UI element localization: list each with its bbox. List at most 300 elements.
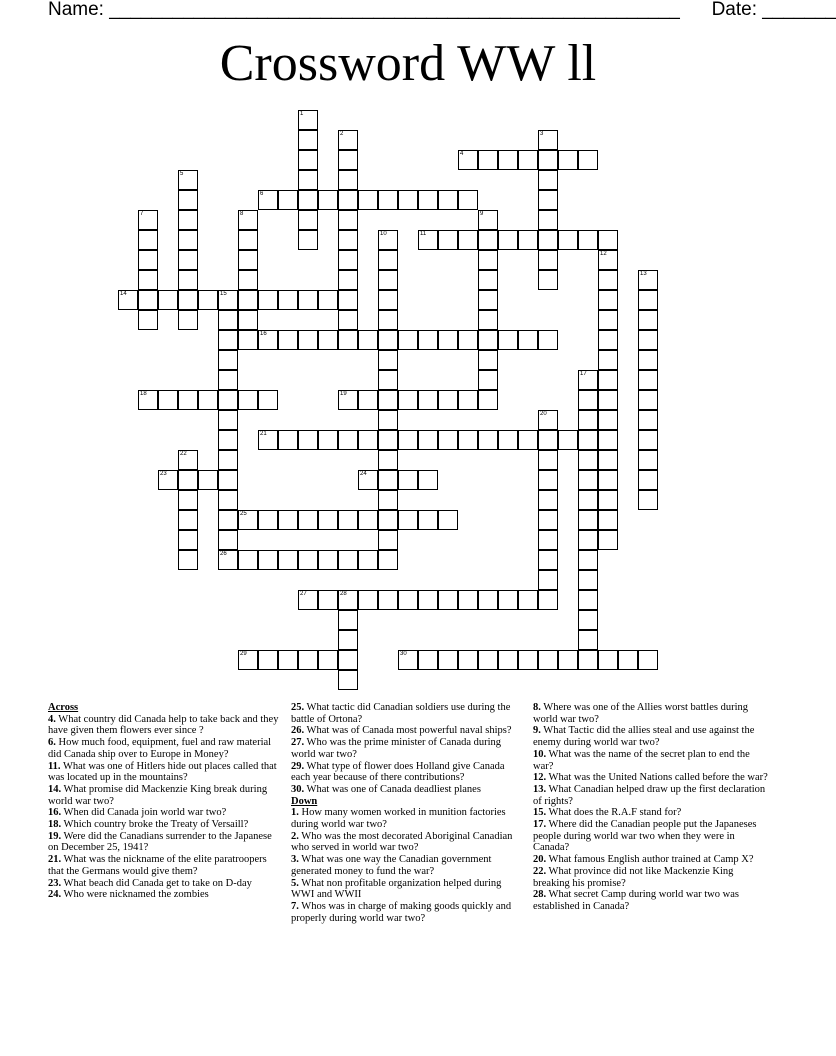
grid-cell[interactable] [378, 270, 398, 290]
grid-cell[interactable] [378, 190, 398, 210]
grid-cell[interactable] [578, 550, 598, 570]
grid-cell[interactable] [578, 570, 598, 590]
grid-cell[interactable] [538, 430, 558, 450]
grid-cell[interactable] [518, 430, 538, 450]
grid-cell[interactable] [378, 450, 398, 470]
grid-cell[interactable] [498, 330, 518, 350]
grid-cell[interactable] [298, 550, 318, 570]
grid-cell[interactable] [538, 210, 558, 230]
grid-cell[interactable] [378, 390, 398, 410]
grid-cell[interactable] [338, 290, 358, 310]
grid-cell[interactable] [418, 510, 438, 530]
grid-cell[interactable] [478, 290, 498, 310]
grid-cell[interactable] [278, 330, 298, 350]
cell-number: 12 [600, 251, 607, 257]
grid-cell[interactable] [298, 290, 318, 310]
grid-cell[interactable] [258, 390, 278, 410]
grid-cell[interactable] [478, 270, 498, 290]
grid-cell[interactable] [578, 230, 598, 250]
grid-cell[interactable] [238, 390, 258, 410]
grid-cell[interactable] [378, 470, 398, 490]
grid-cell[interactable] [458, 330, 478, 350]
grid-cell[interactable] [338, 230, 358, 250]
cell-number: 1 [300, 111, 304, 117]
grid-cell[interactable] [298, 190, 318, 210]
grid-cell[interactable] [398, 650, 418, 670]
grid-cell[interactable] [518, 230, 538, 250]
grid-cell[interactable] [598, 270, 618, 290]
grid-cell[interactable] [478, 370, 498, 390]
grid-cell[interactable] [318, 650, 338, 670]
grid-cell[interactable] [178, 190, 198, 210]
grid-cell[interactable] [338, 510, 358, 530]
grid-cell[interactable] [638, 330, 658, 350]
grid-cell[interactable] [478, 590, 498, 610]
grid-cell[interactable] [318, 430, 338, 450]
grid-cell[interactable] [538, 130, 558, 150]
grid-cell[interactable] [638, 430, 658, 450]
grid-cell[interactable] [558, 150, 578, 170]
grid-cell[interactable] [578, 630, 598, 650]
grid-cell[interactable] [458, 650, 478, 670]
grid-cell[interactable] [398, 430, 418, 450]
grid-cell[interactable] [278, 510, 298, 530]
grid-cell[interactable] [538, 410, 558, 430]
grid-cell[interactable] [578, 650, 598, 670]
grid-cell[interactable] [218, 350, 238, 370]
grid-cell[interactable] [318, 590, 338, 610]
grid-cell[interactable] [478, 350, 498, 370]
grid-cell[interactable] [418, 590, 438, 610]
grid-cell[interactable] [258, 650, 278, 670]
grid-cell[interactable] [638, 350, 658, 370]
grid-cell[interactable] [418, 330, 438, 350]
grid-cell[interactable] [578, 370, 598, 390]
grid-cell[interactable] [498, 650, 518, 670]
grid-cell[interactable] [298, 130, 318, 150]
grid-cell[interactable] [438, 650, 458, 670]
grid-cell[interactable] [478, 250, 498, 270]
grid-cell[interactable] [318, 330, 338, 350]
grid-cell[interactable] [498, 150, 518, 170]
grid-cell[interactable] [438, 230, 458, 250]
grid-cell[interactable] [518, 330, 538, 350]
grid-cell[interactable] [638, 270, 658, 290]
grid-cell[interactable] [358, 470, 378, 490]
clue-item [291, 761, 526, 784]
grid-cell[interactable] [598, 650, 618, 670]
clue-text: Which country broke the Treaty of Versaill? [61, 819, 249, 831]
grid-cell[interactable] [238, 250, 258, 270]
grid-cell[interactable] [238, 310, 258, 330]
grid-cell[interactable] [278, 650, 298, 670]
grid-cell[interactable] [538, 510, 558, 530]
grid-cell[interactable] [218, 370, 238, 390]
grid-cell[interactable] [578, 470, 598, 490]
grid-cell[interactable] [358, 550, 378, 570]
grid-cell[interactable] [638, 290, 658, 310]
grid-cell[interactable] [478, 650, 498, 670]
grid-cell[interactable] [358, 390, 378, 410]
grid-cell[interactable] [598, 530, 618, 550]
grid-cell[interactable] [178, 550, 198, 570]
grid-cell[interactable] [598, 450, 618, 470]
grid-cell[interactable] [358, 330, 378, 350]
grid-cell[interactable] [378, 230, 398, 250]
grid-cell[interactable] [238, 230, 258, 250]
grid-cell[interactable] [598, 290, 618, 310]
grid-cell[interactable] [238, 650, 258, 670]
grid-cell[interactable] [478, 430, 498, 450]
grid-cell[interactable] [158, 470, 178, 490]
grid-cell[interactable] [378, 310, 398, 330]
grid-cell[interactable] [178, 310, 198, 330]
grid-cell[interactable] [458, 390, 478, 410]
clue-number: 19. [48, 830, 62, 842]
grid-cell[interactable] [418, 470, 438, 490]
grid-cell[interactable] [238, 550, 258, 570]
grid-cell[interactable] [298, 210, 318, 230]
grid-cell[interactable] [398, 510, 418, 530]
grid-cell[interactable] [178, 490, 198, 510]
grid-cell[interactable] [558, 430, 578, 450]
grid-cell[interactable] [338, 550, 358, 570]
grid-cell[interactable] [598, 470, 618, 490]
grid-cell[interactable] [578, 610, 598, 630]
grid-cell[interactable] [538, 450, 558, 470]
grid-cell[interactable] [298, 110, 318, 130]
grid-cell[interactable] [498, 430, 518, 450]
grid-cell[interactable] [458, 150, 478, 170]
grid-cell[interactable] [578, 430, 598, 450]
grid-cell[interactable] [178, 510, 198, 530]
grid-cell[interactable] [338, 250, 358, 270]
grid-cell[interactable] [538, 270, 558, 290]
grid-cell[interactable] [478, 230, 498, 250]
grid-cell[interactable] [378, 410, 398, 430]
grid-cell[interactable] [358, 430, 378, 450]
grid-cell[interactable] [438, 330, 458, 350]
grid-cell[interactable] [598, 430, 618, 450]
grid-cell[interactable] [138, 250, 158, 270]
cell-number: 27 [300, 591, 307, 597]
clue-item [48, 784, 283, 807]
grid-cell[interactable] [178, 390, 198, 410]
clue-item [533, 866, 768, 889]
grid-cell[interactable] [158, 390, 178, 410]
grid-cell[interactable] [438, 190, 458, 210]
grid-cell[interactable] [338, 270, 358, 290]
grid-cell[interactable] [438, 510, 458, 530]
grid-cell[interactable] [518, 150, 538, 170]
grid-cell[interactable] [138, 390, 158, 410]
grid-cell[interactable] [178, 290, 198, 310]
clue-heading: Down [291, 795, 318, 807]
grid-cell[interactable] [218, 390, 238, 410]
grid-cell[interactable] [378, 350, 398, 370]
grid-cell[interactable] [198, 390, 218, 410]
grid-cell[interactable] [538, 550, 558, 570]
grid-cell[interactable] [278, 550, 298, 570]
grid-cell[interactable] [578, 390, 598, 410]
clue-number: 18. [48, 819, 62, 831]
grid-cell[interactable] [418, 650, 438, 670]
grid-cell[interactable] [478, 330, 498, 350]
grid-cell[interactable] [258, 290, 278, 310]
grid-cell[interactable] [398, 190, 418, 210]
grid-cell[interactable] [258, 510, 278, 530]
grid-cell[interactable] [358, 190, 378, 210]
clue-text: What was the nickname of the elite paratroopers that the Germans would give them? [48, 854, 267, 877]
grid-cell[interactable] [478, 150, 498, 170]
cell-number: 28 [340, 591, 347, 597]
grid-cell[interactable] [338, 610, 358, 630]
grid-cell[interactable] [158, 290, 178, 310]
grid-cell[interactable] [498, 590, 518, 610]
grid-cell[interactable] [218, 290, 238, 310]
grid-cell[interactable] [578, 510, 598, 530]
grid-cell[interactable] [378, 590, 398, 610]
grid-cell[interactable] [358, 590, 378, 610]
grid-cell[interactable] [338, 390, 358, 410]
grid-cell[interactable] [218, 490, 238, 510]
grid-cell[interactable] [238, 290, 258, 310]
grid-cell[interactable] [258, 550, 278, 570]
grid-cell[interactable] [338, 150, 358, 170]
grid-cell[interactable] [458, 190, 478, 210]
grid-cell[interactable] [258, 430, 278, 450]
grid-cell[interactable] [238, 210, 258, 230]
clue-item [533, 784, 768, 807]
grid-cell[interactable] [578, 410, 598, 430]
grid-cell[interactable] [218, 330, 238, 350]
grid-cell[interactable] [138, 230, 158, 250]
grid-cell[interactable] [338, 210, 358, 230]
grid-cell[interactable] [318, 510, 338, 530]
grid-cell[interactable] [578, 450, 598, 470]
grid-cell[interactable] [458, 230, 478, 250]
grid-cell[interactable] [518, 650, 538, 670]
grid-cell[interactable] [178, 450, 198, 470]
grid-cell[interactable] [538, 490, 558, 510]
grid-cell[interactable] [378, 490, 398, 510]
grid-cell[interactable] [298, 150, 318, 170]
grid-cell[interactable] [418, 430, 438, 450]
cell-number: 13 [640, 271, 647, 277]
clue-number: 11. [48, 760, 61, 772]
grid-cell[interactable] [298, 230, 318, 250]
grid-cell[interactable] [538, 330, 558, 350]
cell-number: 7 [140, 211, 144, 217]
grid-cell[interactable] [298, 650, 318, 670]
grid-cell[interactable] [378, 430, 398, 450]
grid-cell[interactable] [438, 590, 458, 610]
grid-cell[interactable] [538, 470, 558, 490]
grid-cell[interactable] [538, 650, 558, 670]
date-blank[interactable]: _______ [762, 0, 836, 20]
grid-cell[interactable] [338, 190, 358, 210]
grid-cell[interactable] [578, 590, 598, 610]
grid-cell[interactable] [378, 250, 398, 270]
grid-cell[interactable] [198, 290, 218, 310]
grid-cell[interactable] [338, 310, 358, 330]
grid-cell[interactable] [478, 310, 498, 330]
grid-cell[interactable] [378, 530, 398, 550]
grid-cell[interactable] [318, 290, 338, 310]
grid-cell[interactable] [638, 470, 658, 490]
grid-cell[interactable] [638, 410, 658, 430]
grid-cell[interactable] [338, 130, 358, 150]
grid-cell[interactable] [458, 430, 478, 450]
grid-cell[interactable] [378, 550, 398, 570]
grid-cell[interactable] [578, 490, 598, 510]
clue-item [291, 702, 526, 725]
grid-cell[interactable] [178, 230, 198, 250]
grid-cell[interactable] [538, 570, 558, 590]
grid-cell[interactable] [238, 330, 258, 350]
grid-cell[interactable] [298, 590, 318, 610]
grid-cell[interactable] [598, 410, 618, 430]
grid-cell[interactable] [138, 210, 158, 230]
grid-cell[interactable] [598, 310, 618, 330]
grid-cell[interactable] [378, 510, 398, 530]
grid-cell[interactable] [418, 190, 438, 210]
grid-cell[interactable] [578, 530, 598, 550]
grid-cell[interactable] [278, 290, 298, 310]
grid-cell[interactable] [478, 390, 498, 410]
grid-cell[interactable] [598, 370, 618, 390]
grid-cell[interactable] [618, 650, 638, 670]
grid-cell[interactable] [538, 150, 558, 170]
grid-cell[interactable] [338, 590, 358, 610]
grid-cell[interactable] [298, 330, 318, 350]
cell-number: 11 [420, 231, 427, 237]
grid-cell[interactable] [438, 390, 458, 410]
grid-cell[interactable] [218, 470, 238, 490]
grid-cell[interactable] [378, 330, 398, 350]
grid-cell[interactable] [538, 190, 558, 210]
grid-cell[interactable] [138, 270, 158, 290]
grid-cell[interactable] [418, 230, 438, 250]
grid-cell[interactable] [138, 310, 158, 330]
grid-cell[interactable] [438, 430, 458, 450]
grid-cell[interactable] [118, 290, 138, 310]
grid-cell[interactable] [338, 650, 358, 670]
grid-cell[interactable] [378, 290, 398, 310]
grid-cell[interactable] [598, 350, 618, 370]
grid-cell[interactable] [318, 190, 338, 210]
grid-cell[interactable] [598, 390, 618, 410]
name-blank[interactable]: ______________________________________________________ [109, 0, 680, 20]
clue-text: What was the United Nations called before the war? [546, 772, 768, 784]
grid-cell[interactable] [378, 370, 398, 390]
grid-cell[interactable] [638, 450, 658, 470]
grid-cell[interactable] [198, 470, 218, 490]
grid-cell[interactable] [218, 510, 238, 530]
grid-cell[interactable] [338, 670, 358, 690]
grid-cell[interactable] [398, 590, 418, 610]
grid-cell[interactable] [538, 530, 558, 550]
grid-cell[interactable] [638, 370, 658, 390]
grid-cell[interactable] [538, 590, 558, 610]
grid-cell[interactable] [418, 390, 438, 410]
grid-cell[interactable] [318, 550, 338, 570]
grid-cell[interactable] [338, 170, 358, 190]
grid-cell[interactable] [398, 390, 418, 410]
grid-cell[interactable] [558, 650, 578, 670]
grid-cell[interactable] [238, 270, 258, 290]
grid-cell[interactable] [178, 210, 198, 230]
grid-cell[interactable] [258, 190, 278, 210]
grid-cell[interactable] [498, 230, 518, 250]
grid-cell[interactable] [638, 390, 658, 410]
grid-cell[interactable] [598, 490, 618, 510]
grid-cell[interactable] [278, 430, 298, 450]
grid-cell[interactable] [638, 310, 658, 330]
clue-item [533, 807, 768, 819]
clue-number: 8. [533, 702, 541, 713]
grid-cell[interactable] [478, 210, 498, 230]
grid-cell[interactable] [598, 330, 618, 350]
grid-cell[interactable] [398, 330, 418, 350]
grid-cell[interactable] [218, 450, 238, 470]
grid-cell[interactable] [338, 630, 358, 650]
grid-cell[interactable] [178, 270, 198, 290]
grid-cell[interactable] [358, 510, 378, 530]
date-label: Date: [711, 0, 757, 20]
grid-cell[interactable] [218, 530, 238, 550]
grid-cell[interactable] [278, 190, 298, 210]
grid-cell[interactable] [178, 530, 198, 550]
grid-cell[interactable] [538, 230, 558, 250]
clue-item [291, 725, 526, 737]
clue-number: 5. [291, 877, 299, 889]
clue-text: What was of Canada most powerful naval ships? [304, 725, 512, 737]
grid-cell[interactable] [398, 470, 418, 490]
clue-item [291, 737, 526, 760]
grid-cell[interactable] [638, 650, 658, 670]
grid-cell[interactable] [138, 290, 158, 310]
grid-cell[interactable] [518, 590, 538, 610]
grid-cell[interactable] [638, 490, 658, 510]
grid-cell[interactable] [458, 590, 478, 610]
grid-cell[interactable] [178, 170, 198, 190]
page-title: Crossword WW ll [219, 35, 597, 92]
grid-cell[interactable] [338, 430, 358, 450]
grid-cell[interactable] [298, 510, 318, 530]
clue-number: 2. [291, 830, 299, 842]
cell-number: 2 [340, 131, 344, 137]
grid-cell[interactable] [538, 170, 558, 190]
grid-cell[interactable] [258, 330, 278, 350]
grid-cell[interactable] [538, 250, 558, 270]
grid-cell[interactable] [598, 510, 618, 530]
grid-cell[interactable] [218, 310, 238, 330]
grid-cell[interactable] [338, 330, 358, 350]
grid-cell[interactable] [238, 510, 258, 530]
grid-cell[interactable] [178, 250, 198, 270]
grid-cell[interactable] [298, 430, 318, 450]
grid-cell[interactable] [578, 150, 598, 170]
grid-cell[interactable] [558, 230, 578, 250]
grid-cell[interactable] [178, 470, 198, 490]
grid-cell[interactable] [598, 230, 618, 250]
grid-cell[interactable] [298, 170, 318, 190]
grid-cell[interactable] [218, 550, 238, 570]
grid-cell[interactable] [218, 410, 238, 430]
grid-cell[interactable] [598, 250, 618, 270]
grid-cell[interactable] [218, 430, 238, 450]
